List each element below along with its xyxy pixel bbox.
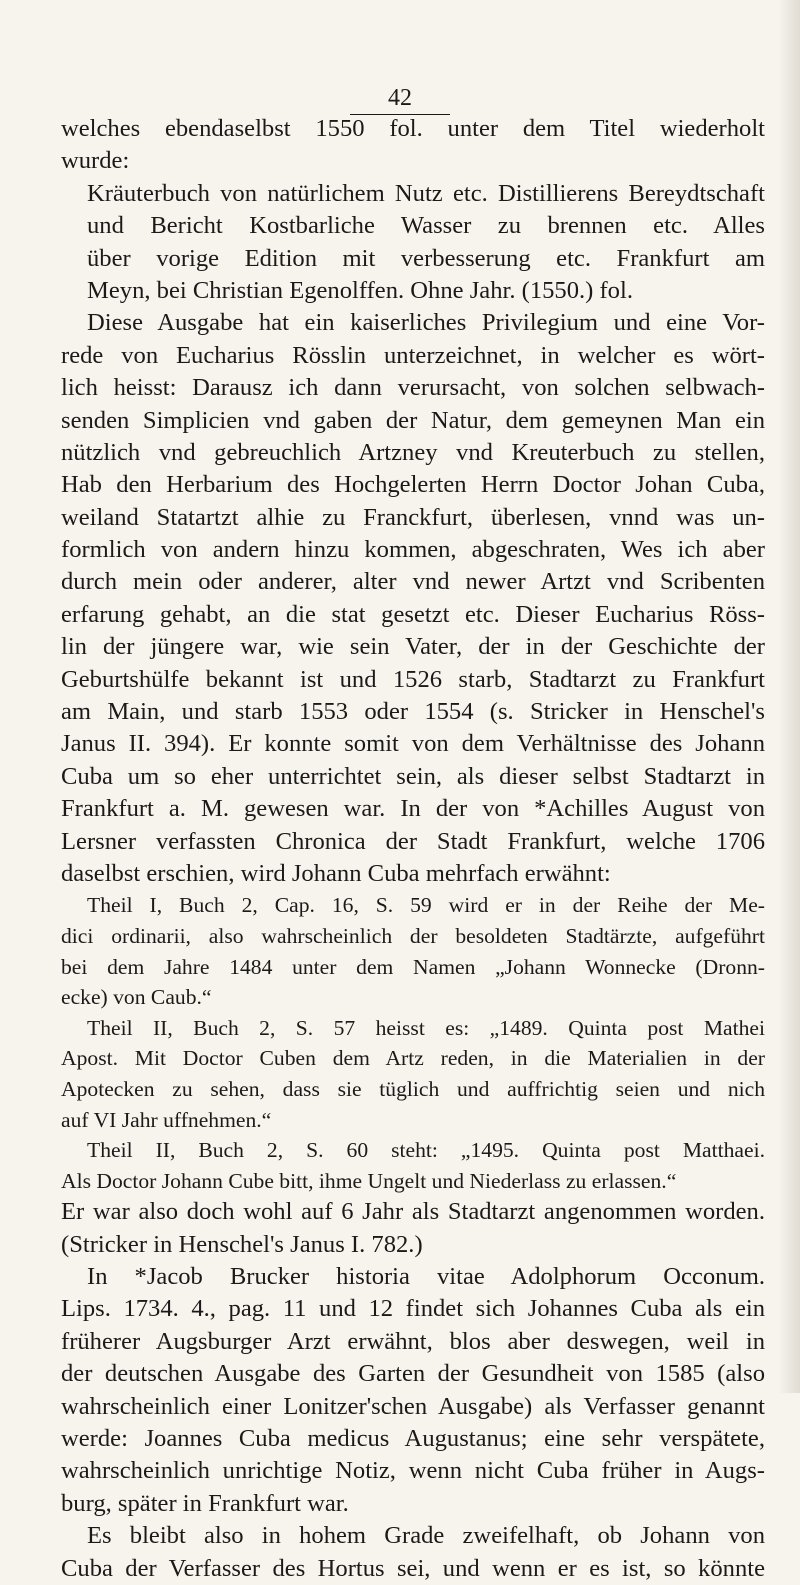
page-number: 42	[350, 84, 450, 115]
text-line: Lersner verfassten Chronica der Stadt Frankfurt, welche 1706	[61, 827, 765, 855]
text-line: Cuba der Verfasser des Hortus sei, und wenn er es ist, so könnte	[61, 1554, 765, 1582]
text-line: auf VI Jahr uffnehmen.“	[61, 1107, 272, 1132]
lines_c-block	[61, 1196, 765, 1585]
text-line: Als Doctor Johann Cube bitt, ihme Ungelt und Niederlass zu erlassen.“	[61, 1168, 677, 1193]
text-line: Kräuterbuch von natürlichem Nutz etc. Distillierens Bereydtschaft	[87, 179, 765, 207]
text-line: bei dem Jahre 1484 unter dem Namen „Johann Wonnecke (Dronn-	[61, 954, 765, 979]
text-line: über vorige Edition mit verbesserung etc. Frankfurt am	[87, 244, 765, 272]
text-line: formlich von andern hinzu kommen, abgeschraten, Wes ich aber	[61, 536, 765, 564]
text-line: der deutschen Ausgabe des Garten der Gesundheit von 1585 (also	[61, 1360, 765, 1388]
text-line: rede von Eucharius Rösslin unterzeichnet, in welcher es wört-	[61, 341, 765, 369]
text-line: In *Jacob Brucker historia vitae Adolphorum Occonum.	[87, 1263, 765, 1291]
text-line: ecke) von Caub.“	[61, 985, 212, 1010]
text-line: Hab den Herbarium des Hochgelerten Herrn Doctor Johan Cuba,	[61, 471, 765, 499]
text-line: Diese Ausgabe hat ein kaiserliches Privilegium und eine Vor-	[87, 309, 765, 337]
text-line: und Bericht Kostbarliche Wasser zu brennen etc. Alles	[87, 212, 765, 240]
text-line: Er war also doch wohl auf 6 Jahr als Stadtarzt angenommen worden.	[61, 1198, 765, 1226]
lines_b-block	[61, 890, 765, 1196]
text-line: lich heisst: Darausz ich dann verursacht, von solchen selbwach-	[61, 374, 765, 402]
text-line: Apost. Mit Doctor Cuben dem Artz reden, in die Materialien in der	[61, 1046, 765, 1071]
text-line: durch mein oder anderer, alter vnd newer Artzt vnd Scribenten	[61, 568, 765, 596]
text-line: Frankfurt a. M. gewesen war. In der von *Achilles August von	[61, 795, 765, 823]
text-line: dici ordinarii, also wahrscheinlich der besoldeten Stadtärzte, aufgeführt	[61, 923, 765, 948]
lines_a-block	[61, 113, 765, 890]
text-line: Theil II, Buch 2, S. 57 heisst es: „1489. Quinta post Mathei	[87, 1015, 765, 1040]
text-line: senden Simplicien vnd gaben der Natur, dem gemeynen Man ein	[61, 406, 765, 434]
text-line: Cuba um so eher unterrichtet sein, als dieser selbst Stadtarzt in	[61, 762, 765, 790]
body-text	[61, 113, 765, 1585]
text-line: wurde:	[61, 147, 130, 175]
text-line: nützlich vnd gebreuchlich Artzney vnd Kreuterbuch zu stellen,	[61, 438, 765, 466]
text-line: lin der jüngere war, wie sein Vater, der in der Geschichte der	[61, 633, 765, 661]
text-line: Apotecken zu sehen, dass sie tüglich und auffrichtig seien und nich	[61, 1076, 765, 1101]
text-line: Lips. 1734. 4., pag. 11 und 12 findet sich Johannes Cuba als ein	[61, 1295, 765, 1323]
text-line: erfarung gehabt, an die stat gesetzt etc. Dieser Eucharius Röss-	[61, 600, 765, 628]
text-line: daselbst erschien, wird Johann Cuba mehrfach erwähnt:	[61, 859, 611, 887]
text-line: weiland Statartzt alhie zu Franckfurt, überlesen, vnnd was un-	[61, 503, 765, 531]
text-line: burg, später in Frankfurt war.	[61, 1489, 349, 1517]
text-line: wahrscheinlich unrichtige Notiz, wenn nicht Cuba früher in Augs-	[61, 1457, 765, 1485]
text-line: welches ebendaselbst 1550 fol. unter dem Titel wiederholt	[61, 115, 765, 142]
text-line: wahrscheinlich einer Lonitzer'schen Ausgabe) als Verfasser genannt	[61, 1392, 765, 1420]
text-line: früherer Augsburger Arzt erwähnt, blos aber deswegen, weil in	[61, 1327, 765, 1355]
text-line: Janus II. 394). Er konnte somit von dem Verhältnisse des Johann	[61, 730, 765, 758]
text-line: werde: Joannes Cuba medicus Augustanus; eine sehr verspätete,	[61, 1425, 765, 1453]
text-line: Es bleibt also in hohem Grade zweifelhaft, ob Johann von	[87, 1522, 765, 1550]
text-line: Geburtshülfe bekannt ist und 1526 starb, Stadtarzt zu Frankfurt	[61, 665, 765, 693]
text-line: Theil II, Buch 2, S. 60 steht: „1495. Quinta post Matthaei.	[87, 1138, 765, 1163]
text-line: Meyn, bei Christian Egenolffen. Ohne Jahr. (1550.) fol.	[87, 276, 633, 304]
page-header	[0, 84, 800, 115]
page-edge-shadow	[778, 0, 800, 1393]
text-line: (Stricker in Henschel's Janus I. 782.)	[61, 1230, 423, 1258]
text-line: am Main, und starb 1553 oder 1554 (s. Stricker in Henschel's	[61, 698, 765, 726]
text-line: Theil I, Buch 2, Cap. 16, S. 59 wird er in der Reihe der Me-	[87, 893, 765, 918]
